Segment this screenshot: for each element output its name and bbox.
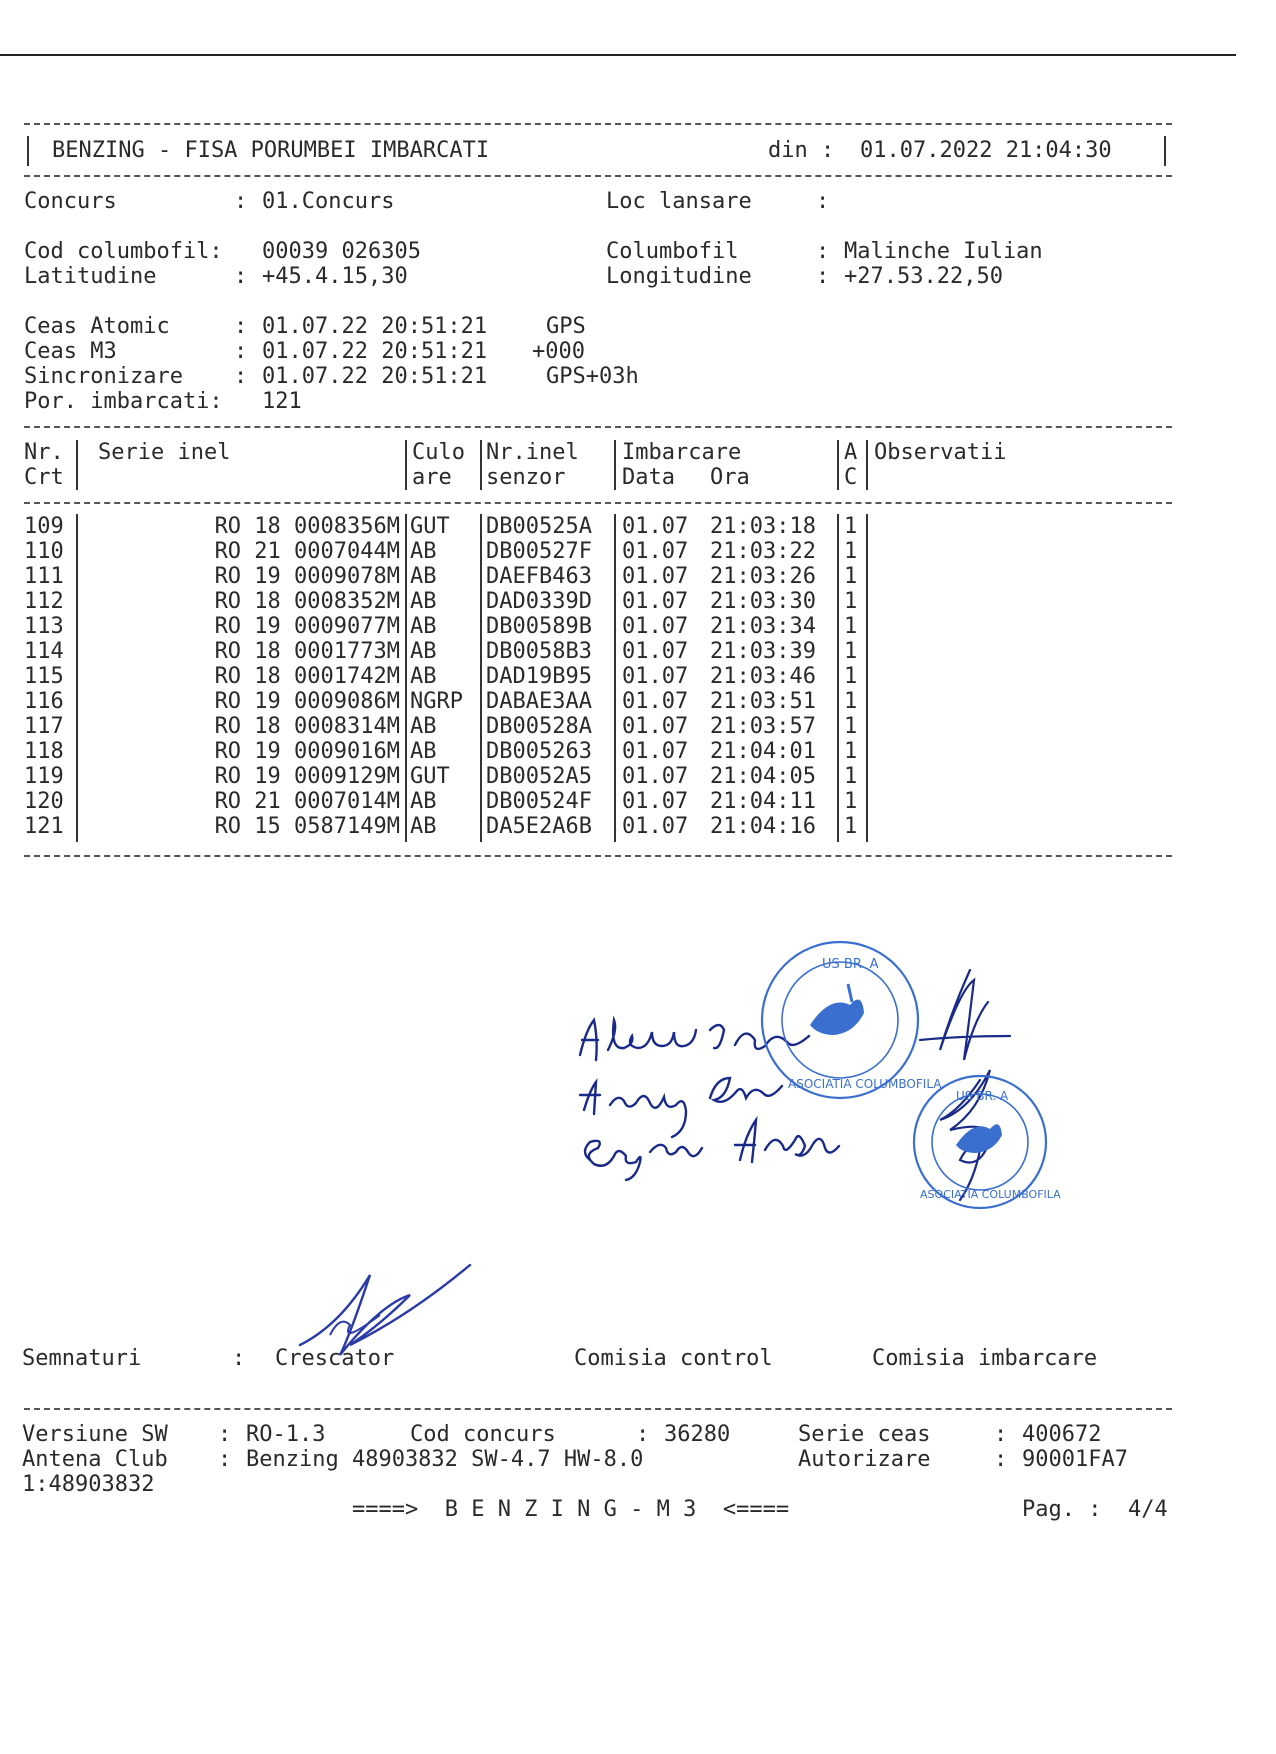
cell-data: 01.07	[622, 814, 689, 839]
cell-ora: 21:03:26	[710, 564, 816, 589]
cell-nr: 117	[24, 714, 64, 739]
col-culoare-header-2: are	[412, 465, 452, 490]
semnaturi-colon: :	[232, 1346, 246, 1371]
columbofil-label: Columbofil	[606, 239, 739, 264]
columbofil-value: Malinche Iulian	[844, 239, 1043, 264]
cell-ac: 1	[844, 714, 858, 739]
header-sep	[76, 440, 78, 490]
page-label: Pag. :	[1022, 1497, 1102, 1522]
breeder-signature	[290, 1250, 480, 1360]
loc-lansare-label: Loc lansare	[606, 189, 752, 214]
col-nr-header-2: Crt	[24, 465, 64, 490]
comisia-control-label: Comisia control	[574, 1346, 773, 1371]
col-serie-header: Serie inel	[98, 440, 231, 465]
cell-ac: 1	[844, 789, 858, 814]
cell-culoare: NGRP	[410, 689, 463, 714]
ceas-m3-label: Ceas M3	[24, 339, 117, 364]
cell-senzor: DAD19B95	[486, 664, 592, 689]
cell-ac: 1	[844, 564, 858, 589]
cell-ora: 21:03:39	[710, 639, 816, 664]
cell-data: 01.07	[622, 789, 689, 814]
colon: :	[234, 364, 248, 389]
versiune-sw-value: RO-1.3	[246, 1422, 326, 1447]
cell-nr: 114	[24, 639, 64, 664]
cell-ora: 21:04:16	[710, 814, 816, 839]
cell-ora: 21:03:22	[710, 539, 816, 564]
col-data-header: Data	[622, 465, 675, 490]
serie-ceas-label: Serie ceas	[798, 1422, 931, 1447]
antena-club-label: Antena Club	[22, 1447, 168, 1472]
cell-nr: 120	[24, 789, 64, 814]
benzing-banner: ====> B E N Z I N G - M 3 <====	[352, 1497, 790, 1522]
cell-culoare: AB	[410, 789, 437, 814]
cell-senzor: DB00527F	[486, 539, 592, 564]
cell-culoare: AB	[410, 639, 437, 664]
header-sep	[405, 440, 407, 490]
sincronizare-label: Sincronizare	[24, 364, 183, 389]
cell-nr: 116	[24, 689, 64, 714]
cell-serie: RO 18 0001773M	[214, 639, 400, 664]
page-number: 4/4	[1128, 1497, 1168, 1522]
cod-columbofil-value: 00039 026305	[262, 239, 421, 264]
stamp-1-bottom-text: ASOCIATIA COLUMBOFILA	[788, 1077, 942, 1091]
serie-ceas-value: 400672	[1022, 1422, 1102, 1447]
cell-ac: 1	[844, 664, 858, 689]
header-sep	[480, 440, 482, 490]
header-border-left	[27, 136, 29, 166]
cell-ac: 1	[844, 689, 858, 714]
cell-senzor: DAD0339D	[486, 589, 592, 614]
cod-concurs-value: 36280	[664, 1422, 731, 1447]
cell-ac: 1	[844, 639, 858, 664]
cell-serie: RO 15 0587149M	[214, 814, 400, 839]
row-sep	[866, 514, 868, 842]
cell-ora: 21:03:34	[710, 614, 816, 639]
concurs-label: Concurs	[24, 189, 117, 214]
concurs-value: 01.Concurs	[262, 189, 395, 214]
colon: :	[994, 1447, 1008, 1472]
header-sep	[866, 440, 868, 490]
cell-data: 01.07	[622, 539, 689, 564]
antena-club-value: Benzing 48903832 SW-4.7 HW-8.0	[246, 1447, 644, 1472]
cod-concurs-label: Cod concurs	[410, 1422, 556, 1447]
cell-serie: RO 19 0009016M	[214, 739, 400, 764]
antena-id: 1:48903832	[22, 1472, 155, 1497]
cell-nr: 109	[24, 514, 64, 539]
dashed-divider	[24, 175, 1172, 177]
cell-data: 01.07	[622, 639, 689, 664]
cell-serie: RO 19 0009129M	[214, 764, 400, 789]
colon: :	[816, 189, 830, 214]
header-sep	[614, 440, 616, 490]
cell-serie: RO 18 0001742M	[214, 664, 400, 689]
row-sep	[614, 514, 616, 842]
cell-ac: 1	[844, 739, 858, 764]
row-sep	[76, 514, 78, 842]
cell-nr: 111	[24, 564, 64, 589]
autorizare-value: 90001FA7	[1022, 1447, 1128, 1472]
colon: :	[218, 1447, 232, 1472]
cell-nr: 113	[24, 614, 64, 639]
cell-serie: RO 21 0007044M	[214, 539, 400, 564]
cell-culoare: GUT	[410, 764, 450, 789]
dashed-divider	[24, 426, 1172, 428]
cell-ora: 21:03:46	[710, 664, 816, 689]
header-sep	[837, 440, 839, 490]
comisia-imbarcare-label: Comisia imbarcare	[872, 1346, 1098, 1371]
cell-senzor: DB00525A	[486, 514, 592, 539]
colon: :	[234, 189, 248, 214]
cell-nr: 112	[24, 589, 64, 614]
cell-nr: 121	[24, 814, 64, 839]
cell-senzor: DABAE3AA	[486, 689, 592, 714]
cell-data: 01.07	[622, 689, 689, 714]
por-imbarcati-value: 121	[262, 389, 302, 414]
cell-nr: 118	[24, 739, 64, 764]
cell-nr: 115	[24, 664, 64, 689]
sincronizare-value: 01.07.22 20:51:21	[262, 364, 488, 389]
commission-signatures	[560, 940, 1061, 1210]
latitudine-value: +45.4.15,30	[262, 264, 408, 289]
ceas-atomic-extra: GPS	[546, 314, 586, 339]
ceas-m3-extra: +000	[532, 339, 585, 364]
cell-ac: 1	[844, 814, 858, 839]
colon: :	[234, 264, 248, 289]
colon: :	[636, 1422, 650, 1447]
colon: :	[816, 239, 830, 264]
latitudine-label: Latitudine	[24, 264, 157, 289]
cell-ora: 21:04:05	[710, 764, 816, 789]
col-ora-header: Ora	[710, 465, 750, 490]
col-ac-header: A	[844, 440, 858, 465]
row-sep	[480, 514, 482, 842]
cell-senzor: DB005263	[486, 739, 592, 764]
din-label: din :	[768, 138, 835, 163]
cell-serie: RO 18 0008356M	[214, 514, 400, 539]
cell-nr: 110	[24, 539, 64, 564]
cell-culoare: GUT	[410, 514, 450, 539]
col-senzor-header: Nr.inel	[486, 440, 579, 465]
cell-culoare: AB	[410, 539, 437, 564]
ceas-atomic-label: Ceas Atomic	[24, 314, 170, 339]
cell-data: 01.07	[622, 614, 689, 639]
autorizare-label: Autorizare	[798, 1447, 931, 1472]
colon: :	[234, 339, 248, 364]
cell-data: 01.07	[622, 764, 689, 789]
cell-serie: RO 18 0008314M	[214, 714, 400, 739]
cell-ac: 1	[844, 764, 858, 789]
cell-senzor: DA5E2A6B	[486, 814, 592, 839]
sincronizare-extra: GPS+03h	[546, 364, 639, 389]
ceas-m3-value: 01.07.22 20:51:21	[262, 339, 488, 364]
din-datetime: 01.07.2022 21:04:30	[860, 138, 1112, 163]
col-culoare-header: Culo	[412, 440, 465, 465]
cell-data: 01.07	[622, 714, 689, 739]
cell-ora: 21:04:11	[710, 789, 816, 814]
versiune-sw-label: Versiune SW	[22, 1422, 168, 1447]
col-senzor-header-2: senzor	[486, 465, 566, 490]
cell-senzor: DB00524F	[486, 789, 592, 814]
cell-culoare: AB	[410, 814, 437, 839]
cell-ac: 1	[844, 589, 858, 614]
ceas-atomic-value: 01.07.22 20:51:21	[262, 314, 488, 339]
dashed-divider	[24, 855, 1172, 857]
cell-culoare: AB	[410, 589, 437, 614]
stamp-2-bottom-text: ASOCIATIA COLUMBOFILA	[920, 1188, 1061, 1201]
semnaturi-label: Semnaturi	[22, 1346, 142, 1371]
longitudine-value: +27.53.22,50	[844, 264, 1003, 289]
cell-senzor: DB0058B3	[486, 639, 592, 664]
cell-data: 01.07	[622, 589, 689, 614]
dashed-divider	[24, 502, 1172, 504]
col-nr-header: Nr.	[24, 440, 64, 465]
stamp-2-top-text: US BR. A	[956, 1089, 1009, 1103]
cell-nr: 119	[24, 764, 64, 789]
cell-senzor: DB0052A5	[486, 764, 592, 789]
stamp-1-top-text: US BR. A	[822, 957, 879, 972]
cell-culoare: AB	[410, 564, 437, 589]
cell-data: 01.07	[622, 564, 689, 589]
col-observatii-header: Observatii	[874, 440, 1007, 465]
cell-serie: RO 21 0007014M	[214, 789, 400, 814]
colon: :	[816, 264, 830, 289]
cell-serie: RO 19 0009078M	[214, 564, 400, 589]
dashed-divider	[24, 123, 1172, 125]
row-sep	[405, 514, 407, 842]
cell-senzor: DB00589B	[486, 614, 592, 639]
cell-ac: 1	[844, 539, 858, 564]
por-imbarcati-label: Por. imbarcati:	[24, 389, 223, 414]
cell-culoare: AB	[410, 739, 437, 764]
cell-senzor: DAEFB463	[486, 564, 592, 589]
cell-serie: RO 19 0009086M	[214, 689, 400, 714]
cell-ac: 1	[844, 614, 858, 639]
cell-culoare: AB	[410, 614, 437, 639]
row-sep	[837, 514, 839, 842]
cell-serie: RO 18 0008352M	[214, 589, 400, 614]
colon: :	[994, 1422, 1008, 1447]
cell-culoare: AB	[410, 714, 437, 739]
col-imbarcare-header: Imbarcare	[622, 440, 742, 465]
cell-ac: 1	[844, 514, 858, 539]
cell-ora: 21:03:51	[710, 689, 816, 714]
cell-data: 01.07	[622, 664, 689, 689]
dashed-divider	[24, 1408, 1172, 1410]
cell-ora: 21:04:01	[710, 739, 816, 764]
cell-data: 01.07	[622, 739, 689, 764]
cell-data: 01.07	[622, 514, 689, 539]
colon: :	[218, 1422, 232, 1447]
handwritten-names	[580, 1020, 839, 1180]
cell-ora: 21:03:18	[710, 514, 816, 539]
col-ac-header-2: C	[844, 465, 858, 490]
cell-senzor: DB00528A	[486, 714, 592, 739]
cell-ora: 21:03:30	[710, 589, 816, 614]
header-border-right	[1164, 136, 1166, 166]
cell-ora: 21:03:57	[710, 714, 816, 739]
cod-columbofil-label: Cod columbofil:	[24, 239, 223, 264]
colon: :	[234, 314, 248, 339]
document-title: BENZING - FISA PORUMBEI IMBARCATI	[52, 138, 490, 163]
crescator-label: Crescator	[275, 1346, 395, 1371]
cell-serie: RO 19 0009077M	[214, 614, 400, 639]
longitudine-label: Longitudine	[606, 264, 752, 289]
cell-culoare: AB	[410, 664, 437, 689]
top-scan-rule	[0, 54, 1236, 56]
